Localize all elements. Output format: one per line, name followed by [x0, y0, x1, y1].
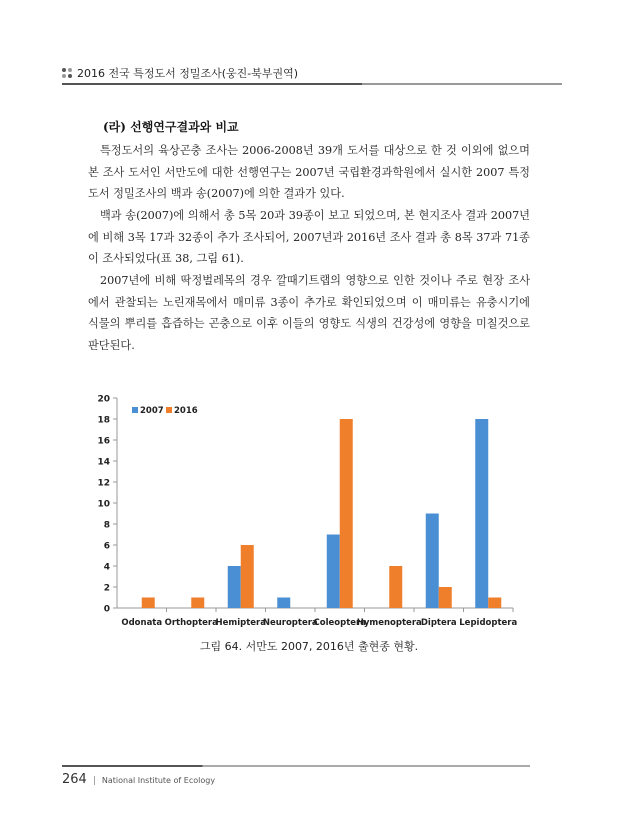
bar-2016-hemiptera — [241, 545, 254, 608]
y-tick-label: 2 — [103, 583, 110, 594]
y-tick-label: 18 — [97, 415, 110, 426]
legend-swatch-2016 — [166, 407, 172, 413]
bullet-dots-icon — [62, 68, 72, 78]
y-tick-label: 8 — [103, 520, 110, 531]
running-header — [62, 64, 562, 82]
bar-chart-svg — [80, 388, 520, 638]
footer-divider — [62, 765, 530, 767]
x-tick-label: Lepidoptera — [459, 618, 518, 628]
paragraph-1: 특정도서의 육상곤충 조사는 2006-2008년 39개 도서를 대상으로 한 것 이외에 없으며 본 조사 도서인 서만도에 대한 선행연구는 2007년 국립환경과학원에서 실시한 2007 특정도서 정밀조사의 백과 송(2007)에 의한 결과가 있다. — [88, 144, 530, 200]
bar-2016-diptera — [439, 587, 452, 608]
x-tick-label: Hymenoptera — [356, 618, 422, 628]
page-number: 264 — [62, 772, 87, 787]
x-tick-label: Neuroptera — [262, 618, 318, 628]
bar-2007-hemiptera — [228, 566, 241, 608]
legend-label-2016: 2016 — [174, 406, 198, 416]
footer-separator: | — [92, 776, 96, 786]
x-tick-label: Diptera — [420, 618, 457, 628]
legend-swatch-2007 — [132, 407, 138, 413]
y-tick-label: 14 — [97, 457, 110, 468]
legend-label-2007: 2007 — [140, 406, 164, 416]
bar-2007-neuroptera — [277, 598, 290, 609]
y-tick-label: 4 — [103, 562, 110, 573]
x-tick-label: Orthoptera — [164, 618, 218, 628]
bar-2007-lepidoptera — [475, 419, 488, 608]
y-tick-label: 12 — [97, 478, 110, 489]
bar-2016-orthoptera — [191, 598, 204, 609]
x-tick-label: Hemiptera — [215, 618, 266, 628]
section-title: (라) 선행연구결과와 비교 — [103, 120, 239, 134]
bar-2007-coleoptera — [327, 535, 340, 609]
paragraph-3: 2007년에 비해 딱정벌레목의 경우 깔때기트랩의 영향으로 인한 것이나 주로 현장 조사에서 관찰되는 노린재목에서 매미류 3종이 추가로 확인되었으며 이 매미류는 유충시기에 식물의 뿌리를 흡즙하는 곤충으로 이후 이들의 영향도 식생의 건강성에 영향을 미칠것으로 판단된다. — [88, 274, 530, 352]
bar-2016-odonata — [142, 598, 155, 609]
x-tick-label: Coleoptera — [313, 618, 366, 628]
header-divider — [62, 83, 562, 85]
bar-2007-diptera — [426, 514, 439, 609]
running-title: 2016 전국 특정도서 정밀조사(웅진-북부권역) — [77, 67, 299, 80]
paragraph-2: 백과 송(2007)에 의해서 총 5목 20과 39종이 보고 되었으며, 본 현지조사 결과 2007년에 비해 3목 17과 32종이 추가 조사되어, 2007년과 2016년 조사 결과 총 8목 37과 71종이 조사되었다(표 38, 그림 61). — [88, 209, 530, 265]
bar-2016-lepidoptera — [488, 598, 501, 609]
figure-caption: 그림 64. 서만도 2007, 2016년 출현종 현황. — [199, 640, 419, 653]
bar-2016-hymenoptera — [389, 566, 402, 608]
x-tick-label: Odonata — [121, 618, 163, 628]
bar-chart — [80, 388, 520, 638]
y-tick-label: 16 — [97, 436, 110, 447]
bar-2016-coleoptera — [340, 419, 353, 608]
y-tick-label: 0 — [103, 604, 110, 615]
y-tick-label: 20 — [97, 394, 110, 405]
page-footer — [62, 772, 215, 787]
y-tick-label: 10 — [97, 499, 110, 510]
institute-name: National Institute of Ecology — [101, 776, 216, 785]
y-tick-label: 6 — [103, 541, 110, 552]
